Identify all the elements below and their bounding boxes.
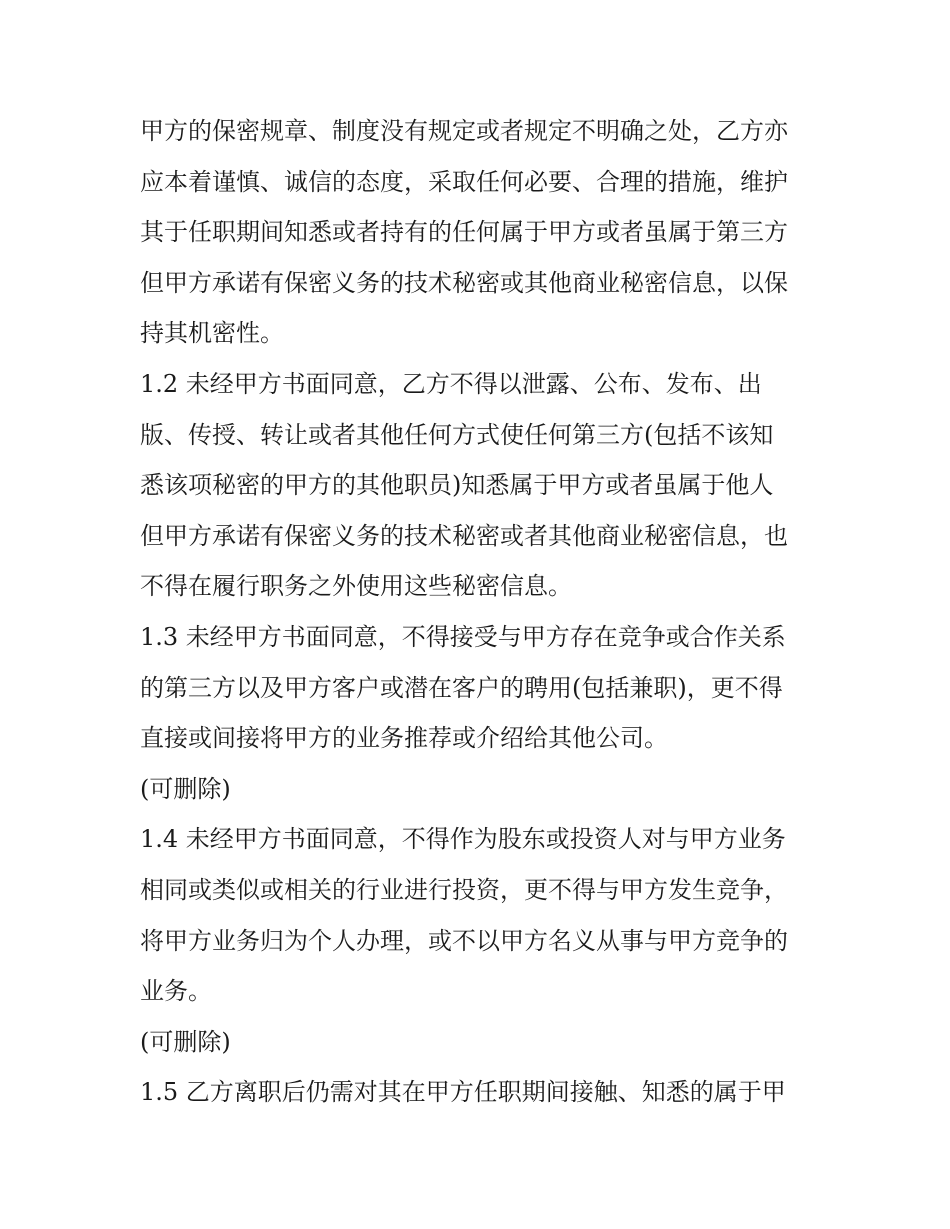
deletable-note: (可删除) <box>140 1027 231 1056</box>
paragraph-line: 应本着谨慎、诚信的态度，采取任何必要、合理的措施，维护 <box>140 167 788 196</box>
deletable-note: (可删除) <box>140 774 231 803</box>
paragraph-line: 持其机密性。 <box>140 319 284 348</box>
paragraph-line: 将甲方业务归为个人办理，或不以甲方名义从事与甲方竞争的 <box>140 926 788 955</box>
paragraph-line: 版、传授、转让或者其他任何方式使任何第三方(包括不该知 <box>140 420 774 449</box>
paragraph-line: 的第三方以及甲方客户或潜在客户的聘用(包括兼职)，更不得 <box>140 673 783 702</box>
paragraph-line: 直接或间接将甲方的业务推荐或介绍给其他公司。 <box>140 724 668 753</box>
clause-1-4-line: 1.4 未经甲方书面同意，不得作为股东或投资人对与甲方业务 <box>140 825 786 854</box>
paragraph-line: 其于任职期间知悉或者持有的任何属于甲方或者虽属于第三方 <box>140 218 788 247</box>
paragraph-line: 不得在履行职务之外使用这些秘密信息。 <box>140 572 572 601</box>
clause-1-5-line: 1.5 乙方离职后仍需对其在甲方任职期间接触、知悉的属于甲 <box>140 1078 786 1107</box>
clause-1-2-line: 1.2 未经甲方书面同意，乙方不得以泄露、公布、发布、出 <box>140 369 762 398</box>
document-body <box>140 106 820 1118</box>
paragraph-line: 甲方的保密规章、制度没有规定或者规定不明确之处，乙方亦 <box>140 117 788 145</box>
paragraph-line: 但甲方承诺有保密义务的技术秘密或者其他商业秘密信息，也 <box>140 521 788 550</box>
paragraph-line: 业务。 <box>140 977 212 1006</box>
paragraph-line: 相同或类似或相关的行业进行投资，更不得与甲方发生竞争， <box>140 875 788 904</box>
paragraph-line: 但甲方承诺有保密义务的技术秘密或其他商业秘密信息，以保 <box>140 268 788 297</box>
paragraph-line: 悉该项秘密的甲方的其他职员)知悉属于甲方或者虽属于他人 <box>140 471 774 500</box>
clause-1-3-line: 1.3 未经甲方书面同意，不得接受与甲方存在竞争或合作关系 <box>140 622 786 651</box>
